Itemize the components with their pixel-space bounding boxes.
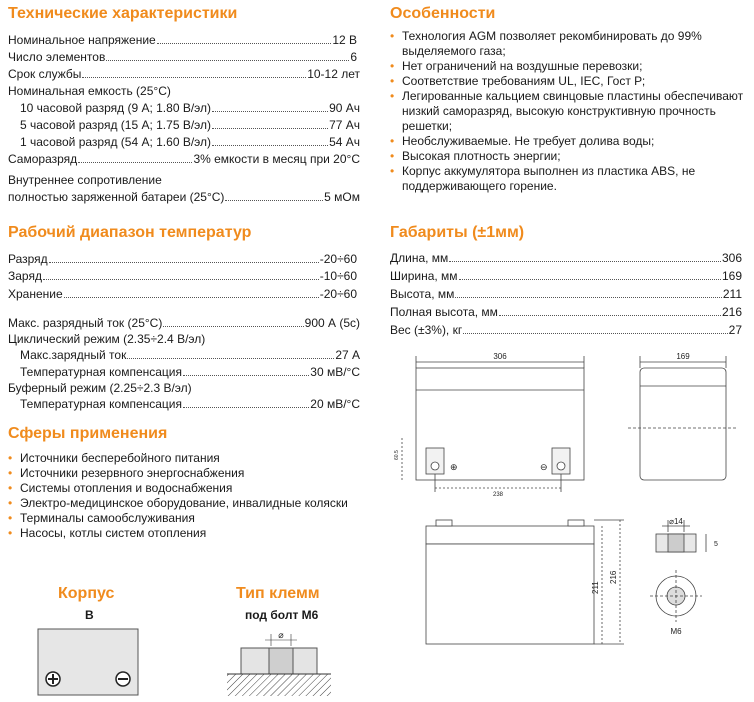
drawing-top-length: 306 — [493, 352, 507, 361]
drawing-minus-sign: ⊖ — [540, 462, 548, 472]
dims-row-width — [390, 269, 742, 284]
dims-row-height — [390, 287, 742, 302]
spec-label: полностью заряженной батареи (25°C) — [8, 190, 225, 204]
applications-title: Сферы применения — [8, 425, 168, 442]
list-item: • Источники резервного энергоснабжения — [8, 466, 348, 481]
spec-value: 211 — [722, 287, 742, 301]
spec-value: 169 — [721, 269, 742, 283]
spec-label: Номинальное напряжение — [8, 33, 156, 47]
buffer-heading: Буферный режим (2.25÷2.3 В/эл) — [8, 381, 192, 395]
spec-row-lifetime — [8, 67, 360, 82]
spec-label: Срок службы — [8, 67, 82, 81]
spec-label: Ширина, мм — [390, 269, 458, 283]
spec-value: -20÷60 — [319, 287, 357, 301]
spec-value: 20 мВ/°C — [310, 397, 360, 411]
spec-value: -20÷60 — [319, 252, 357, 266]
spec-label: Макс.зарядный ток — [20, 348, 127, 362]
spec-label: 5 часовой разряд (15 А; 1.75 В/эл) — [20, 118, 212, 132]
spec-row-cells — [8, 50, 357, 65]
tech-title: Технические характеристики — [8, 5, 238, 22]
spec-value: 6 — [350, 50, 357, 64]
spec-value: 77 Ач — [329, 118, 360, 132]
spec-label: 10 часовой разряд (9 А; 1.80 В/эл) — [20, 101, 212, 115]
list-item: • Легированные кальцием свинцовые пластины обеспечивают низкий саморазряд, высокую конструктивную прочность решетки; — [390, 89, 746, 134]
cyclic-heading: Циклический режим (2.35÷2.4 В/эл) — [8, 332, 206, 346]
spec-value: -10÷60 — [319, 269, 357, 283]
spec-value: 12 В — [332, 33, 357, 47]
case-title: Корпус — [58, 585, 115, 602]
spec-value: 3% емкости в месяц при 20°C — [193, 152, 360, 166]
spec-label: Температурная компенсация — [20, 397, 182, 411]
spec-label: Макс. разрядный ток (25°C) — [8, 316, 163, 330]
temp-title: Рабочий диапазон температур — [8, 224, 252, 241]
spec-label: Разряд — [8, 252, 48, 266]
terminal-subtitle: под болт М6 — [245, 608, 319, 622]
capacity-row-10h — [8, 101, 360, 116]
list-item: • Нет ограничений на воздушные перевозки; — [390, 59, 746, 74]
buffer-row-compensation — [2, 397, 360, 412]
list-item: • Технология AGM позволяет рекомбинировать до 99% выделяемого газа; — [390, 29, 746, 59]
spec-value: 5 мОм — [324, 190, 360, 204]
list-item: • Необслуживаемые. Не требует долива воды; — [390, 134, 746, 149]
svg-text:⌀: ⌀ — [278, 630, 284, 640]
drawing-bolt: M6 — [670, 627, 682, 636]
resistance-heading: Внутреннее сопротивление — [8, 173, 162, 187]
drawing-diameter: ⌀14 — [669, 517, 683, 526]
cyclic-row-current — [2, 348, 360, 363]
spec-label: Температурная компенсация — [20, 365, 182, 379]
drawing-full-height: 216 — [609, 570, 618, 584]
drawing-height: 211 — [591, 581, 600, 594]
spec-value: 10-12 лет — [307, 67, 360, 81]
drawing-plus-sign: ⊕ — [450, 462, 458, 472]
terminal-title: Тип клемм — [236, 585, 320, 602]
case-illustration — [36, 627, 140, 697]
spec-label: Число элементов — [8, 50, 106, 64]
spec-row-resistance — [8, 190, 360, 205]
drawing-side-small: 60.5 — [394, 450, 400, 460]
spec-value: 306 — [721, 251, 742, 265]
cyclic-row-compensation — [2, 365, 360, 380]
temp-row-charge — [8, 269, 357, 284]
list-item: • Электро-медицинское оборудование, инвалидные коляски — [8, 496, 348, 511]
spec-value: 27 — [728, 323, 742, 337]
list-item: • Насосы, котлы систем отопления — [8, 526, 348, 541]
spec-value: 216 — [721, 305, 742, 319]
spec-value: 90 Ач — [329, 101, 360, 115]
capacity-row-5h — [8, 118, 360, 133]
dimension-drawing — [388, 348, 750, 698]
spec-row-max-current — [8, 316, 360, 331]
spec-label: Длина, мм — [390, 251, 449, 265]
spec-row-voltage — [8, 33, 357, 48]
spec-label: Хранение — [8, 287, 63, 301]
drawing-thread: 5 — [714, 541, 718, 548]
spec-label: Саморазряд — [8, 152, 78, 166]
list-item: • Системы отопления и водоснабжения — [8, 481, 348, 496]
spec-value: 900 А (5с) — [304, 316, 360, 330]
dims-title: Габариты (±1мм) — [390, 224, 525, 241]
spec-value: 30 мВ/°C — [310, 365, 360, 379]
dims-row-full-height — [390, 305, 742, 320]
list-item: • Соответствие требованиям UL, IEC, Гост Р; — [390, 74, 746, 89]
capacity-heading: Номинальная емкость (25°C) — [8, 84, 171, 98]
dims-row-length — [390, 251, 742, 266]
applications-list — [8, 451, 348, 541]
terminal-illustration — [225, 628, 333, 698]
dims-row-weight — [390, 323, 742, 338]
capacity-row-1h — [8, 135, 360, 150]
features-title: Особенности — [390, 5, 496, 22]
spec-label: Вес (±3%), кг — [390, 323, 463, 337]
list-item: • Терминалы самообслуживания — [8, 511, 348, 526]
list-item: • Источники бесперебойного питания — [8, 451, 348, 466]
drawing-terminal-offset: 238 — [492, 492, 504, 498]
list-item: • Корпус аккумулятора выполнен из пластика ABS, не поддерживающего горение. — [390, 164, 746, 194]
temp-row-discharge — [8, 252, 357, 267]
temp-row-storage — [8, 287, 357, 302]
spec-value: 27 А — [335, 348, 360, 362]
spec-label: Высота, мм — [390, 287, 455, 301]
case-type: B — [85, 608, 94, 622]
list-item: • Высокая плотность энергии; — [390, 149, 746, 164]
spec-label: Заряд — [8, 269, 42, 283]
spec-value: 54 Ач — [329, 135, 360, 149]
spec-label: Полная высота, мм — [390, 305, 498, 319]
features-list — [390, 29, 746, 194]
spec-row-self-discharge — [8, 152, 360, 167]
spec-label: 1 часовой разряд (54 А; 1.60 В/эл) — [20, 135, 212, 149]
drawing-top-width: 169 — [676, 352, 690, 361]
